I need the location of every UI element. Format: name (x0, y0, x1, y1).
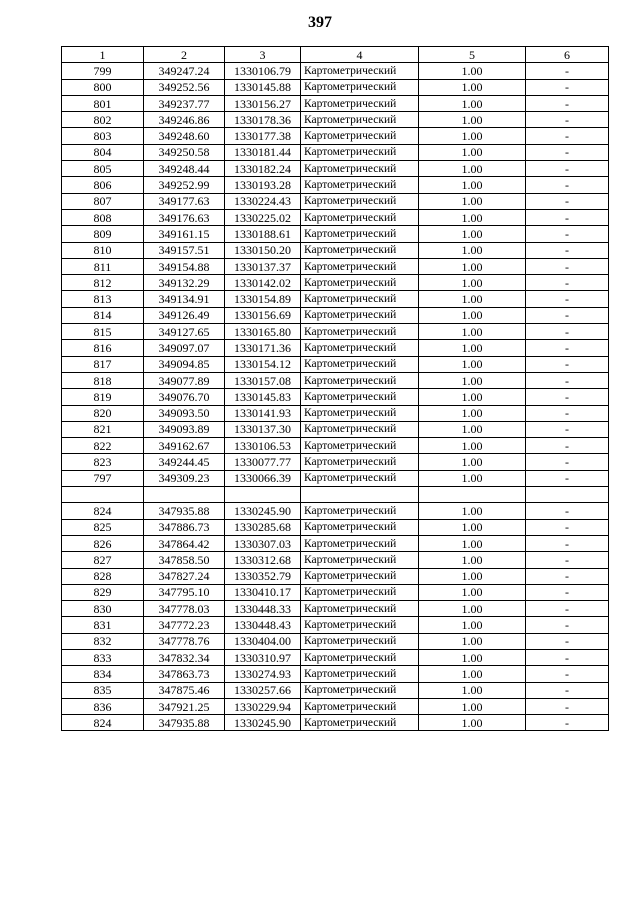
y-coordinate-cell: 1330165.80 (225, 324, 301, 340)
point-number-cell: 827 (62, 552, 144, 568)
point-number-cell: 819 (62, 389, 144, 405)
accuracy-cell: 1.00 (419, 356, 526, 372)
x-coordinate-cell: 349161.15 (144, 226, 225, 242)
table-row (62, 454, 609, 470)
note-cell: - (526, 161, 609, 177)
y-coordinate-cell: 1330224.43 (225, 193, 301, 209)
table-row (62, 617, 609, 633)
table-row (62, 95, 609, 111)
accuracy-cell: 1.00 (419, 649, 526, 665)
table-row (62, 177, 609, 193)
x-coordinate-cell: 347858.50 (144, 552, 225, 568)
method-cell: Картометрический (301, 79, 419, 95)
accuracy-cell: 1.00 (419, 698, 526, 714)
table-row (62, 128, 609, 144)
note-cell: - (526, 438, 609, 454)
accuracy-cell: 1.00 (419, 421, 526, 437)
y-coordinate-cell: 1330225.02 (225, 209, 301, 225)
method-cell: Картометрический (301, 503, 419, 519)
method-cell: Картометрический (301, 519, 419, 535)
note-cell: - (526, 63, 609, 79)
note-cell: - (526, 356, 609, 372)
point-number-cell: 826 (62, 535, 144, 551)
method-cell: Картометрический (301, 633, 419, 649)
method-cell: Картометрический (301, 617, 419, 633)
method-cell: Картометрический (301, 405, 419, 421)
point-number-cell: 831 (62, 617, 144, 633)
y-coordinate-cell: 1330274.93 (225, 666, 301, 682)
accuracy-cell: 1.00 (419, 242, 526, 258)
note-cell: - (526, 112, 609, 128)
note-cell: - (526, 568, 609, 584)
note-cell: - (526, 649, 609, 665)
accuracy-cell: 1.00 (419, 470, 526, 486)
x-coordinate-cell: 349176.63 (144, 209, 225, 225)
coordinates-table (61, 46, 609, 731)
method-cell: Картометрический (301, 568, 419, 584)
method-cell: Картометрический (301, 698, 419, 714)
accuracy-cell: 1.00 (419, 161, 526, 177)
x-coordinate-cell: 349126.49 (144, 307, 225, 323)
method-cell: Картометрический (301, 389, 419, 405)
y-coordinate-cell: 1330154.89 (225, 291, 301, 307)
y-coordinate-cell: 1330245.90 (225, 503, 301, 519)
column-header-1: 1 (62, 47, 144, 63)
point-number-cell: 801 (62, 95, 144, 111)
table-row (62, 552, 609, 568)
y-coordinate-cell: 1330181.44 (225, 144, 301, 160)
point-number-cell: 833 (62, 649, 144, 665)
table-row (62, 193, 609, 209)
x-coordinate-cell: 349309.23 (144, 470, 225, 486)
x-coordinate-cell: 349247.24 (144, 63, 225, 79)
accuracy-cell: 1.00 (419, 63, 526, 79)
x-coordinate-cell: 349132.29 (144, 275, 225, 291)
accuracy-cell: 1.00 (419, 144, 526, 160)
accuracy-cell: 1.00 (419, 307, 526, 323)
x-coordinate-cell: 347778.76 (144, 633, 225, 649)
table-row (62, 503, 609, 519)
method-cell: Картометрический (301, 95, 419, 111)
point-number-cell: 813 (62, 291, 144, 307)
point-number-cell: 823 (62, 454, 144, 470)
method-cell: Картометрический (301, 649, 419, 665)
column-header-6: 6 (526, 47, 609, 63)
y-coordinate-cell: 1330182.24 (225, 161, 301, 177)
note-cell: - (526, 470, 609, 486)
accuracy-cell: 1.00 (419, 389, 526, 405)
method-cell: Картометрический (301, 438, 419, 454)
method-cell: Картометрический (301, 291, 419, 307)
method-cell: Картометрический (301, 601, 419, 617)
point-number-cell: 806 (62, 177, 144, 193)
method-cell: Картометрический (301, 584, 419, 600)
y-coordinate-cell: 1330188.61 (225, 226, 301, 242)
x-coordinate-cell: 349093.89 (144, 421, 225, 437)
y-coordinate-cell: 1330404.00 (225, 633, 301, 649)
point-number-cell: 817 (62, 356, 144, 372)
point-number-cell: 810 (62, 242, 144, 258)
table-row (62, 161, 609, 177)
method-cell: Картометрический (301, 682, 419, 698)
x-coordinate-cell: 347935.88 (144, 715, 225, 731)
y-coordinate-cell: 1330307.03 (225, 535, 301, 551)
table-body (62, 63, 609, 731)
accuracy-cell: 1.00 (419, 666, 526, 682)
point-number-cell: 808 (62, 209, 144, 225)
method-cell: Картометрический (301, 226, 419, 242)
x-coordinate-cell: 347778.03 (144, 601, 225, 617)
method-cell: Картометрический (301, 715, 419, 731)
table-row (62, 470, 609, 486)
x-coordinate-cell: 349252.56 (144, 79, 225, 95)
y-coordinate-cell: 1330066.39 (225, 470, 301, 486)
table-row (62, 144, 609, 160)
y-coordinate-cell: 1330145.88 (225, 79, 301, 95)
note-cell: - (526, 584, 609, 600)
accuracy-cell: 1.00 (419, 112, 526, 128)
note-cell: - (526, 242, 609, 258)
method-cell: Картометрический (301, 324, 419, 340)
note-cell (526, 487, 609, 503)
table-row (62, 568, 609, 584)
note-cell: - (526, 258, 609, 274)
point-number-cell: 836 (62, 698, 144, 714)
method-cell (301, 487, 419, 503)
y-coordinate-cell (225, 487, 301, 503)
x-coordinate-cell: 349162.67 (144, 438, 225, 454)
method-cell: Картометрический (301, 340, 419, 356)
table-row (62, 79, 609, 95)
y-coordinate-cell: 1330141.93 (225, 405, 301, 421)
table-row (62, 649, 609, 665)
method-cell: Картометрический (301, 275, 419, 291)
y-coordinate-cell: 1330137.30 (225, 421, 301, 437)
table-row (62, 682, 609, 698)
y-coordinate-cell: 1330106.53 (225, 438, 301, 454)
point-number-cell: 802 (62, 112, 144, 128)
y-coordinate-cell: 1330150.20 (225, 242, 301, 258)
x-coordinate-cell: 349134.91 (144, 291, 225, 307)
table-row (62, 275, 609, 291)
accuracy-cell: 1.00 (419, 617, 526, 633)
note-cell: - (526, 324, 609, 340)
x-coordinate-cell: 347827.24 (144, 568, 225, 584)
accuracy-cell: 1.00 (419, 568, 526, 584)
table-row (62, 63, 609, 79)
method-cell: Картометрический (301, 112, 419, 128)
accuracy-cell: 1.00 (419, 372, 526, 388)
y-coordinate-cell: 1330352.79 (225, 568, 301, 584)
point-number-cell: 825 (62, 519, 144, 535)
table-header-row (62, 47, 609, 63)
x-coordinate-cell: 349097.07 (144, 340, 225, 356)
y-coordinate-cell: 1330193.28 (225, 177, 301, 193)
note-cell: - (526, 177, 609, 193)
table-row (62, 242, 609, 258)
point-number-cell: 815 (62, 324, 144, 340)
accuracy-cell: 1.00 (419, 340, 526, 356)
method-cell: Картометрический (301, 193, 419, 209)
point-number-cell: 803 (62, 128, 144, 144)
x-coordinate-cell: 349154.88 (144, 258, 225, 274)
point-number-cell: 820 (62, 405, 144, 421)
accuracy-cell: 1.00 (419, 682, 526, 698)
point-number-cell: 834 (62, 666, 144, 682)
x-coordinate-cell: 347935.88 (144, 503, 225, 519)
point-number-cell: 822 (62, 438, 144, 454)
method-cell: Картометрический (301, 209, 419, 225)
column-header-2: 2 (144, 47, 225, 63)
table-row (62, 209, 609, 225)
accuracy-cell: 1.00 (419, 519, 526, 535)
method-cell: Картометрический (301, 177, 419, 193)
x-coordinate-cell: 349157.51 (144, 242, 225, 258)
note-cell: - (526, 275, 609, 291)
x-coordinate-cell: 347864.42 (144, 535, 225, 551)
note-cell: - (526, 454, 609, 470)
x-coordinate-cell: 349077.89 (144, 372, 225, 388)
method-cell: Картометрический (301, 421, 419, 437)
method-cell: Картометрический (301, 535, 419, 551)
table-row (62, 324, 609, 340)
y-coordinate-cell: 1330157.08 (225, 372, 301, 388)
method-cell: Картометрический (301, 470, 419, 486)
note-cell: - (526, 715, 609, 731)
note-cell: - (526, 601, 609, 617)
method-cell: Картометрический (301, 552, 419, 568)
x-coordinate-cell: 347886.73 (144, 519, 225, 535)
x-coordinate-cell: 349250.58 (144, 144, 225, 160)
point-number-cell: 818 (62, 372, 144, 388)
y-coordinate-cell: 1330229.94 (225, 698, 301, 714)
point-number-cell: 799 (62, 63, 144, 79)
note-cell: - (526, 698, 609, 714)
table-row (62, 601, 609, 617)
point-number-cell: 807 (62, 193, 144, 209)
x-coordinate-cell: 349093.50 (144, 405, 225, 421)
note-cell: - (526, 226, 609, 242)
point-number-cell: 811 (62, 258, 144, 274)
table-row (62, 519, 609, 535)
accuracy-cell: 1.00 (419, 552, 526, 568)
x-coordinate-cell: 347772.23 (144, 617, 225, 633)
note-cell: - (526, 503, 609, 519)
method-cell: Картометрический (301, 356, 419, 372)
y-coordinate-cell: 1330312.68 (225, 552, 301, 568)
x-coordinate-cell: 349252.99 (144, 177, 225, 193)
note-cell: - (526, 633, 609, 649)
point-number-cell: 835 (62, 682, 144, 698)
x-coordinate-cell: 349248.44 (144, 161, 225, 177)
x-coordinate-cell: 349177.63 (144, 193, 225, 209)
note-cell: - (526, 144, 609, 160)
method-cell: Картометрический (301, 372, 419, 388)
note-cell: - (526, 405, 609, 421)
table-row (62, 487, 609, 503)
note-cell: - (526, 79, 609, 95)
note-cell: - (526, 682, 609, 698)
point-number-cell: 814 (62, 307, 144, 323)
note-cell: - (526, 372, 609, 388)
table-row (62, 226, 609, 242)
method-cell: Картометрический (301, 242, 419, 258)
column-header-3: 3 (225, 47, 301, 63)
table-row (62, 307, 609, 323)
note-cell: - (526, 340, 609, 356)
accuracy-cell: 1.00 (419, 438, 526, 454)
accuracy-cell: 1.00 (419, 633, 526, 649)
column-header-5: 5 (419, 47, 526, 63)
note-cell: - (526, 209, 609, 225)
accuracy-cell (419, 487, 526, 503)
y-coordinate-cell: 1330156.27 (225, 95, 301, 111)
point-number-cell: 828 (62, 568, 144, 584)
accuracy-cell: 1.00 (419, 324, 526, 340)
y-coordinate-cell: 1330257.66 (225, 682, 301, 698)
accuracy-cell: 1.00 (419, 275, 526, 291)
x-coordinate-cell: 347863.73 (144, 666, 225, 682)
y-coordinate-cell: 1330285.68 (225, 519, 301, 535)
y-coordinate-cell: 1330310.97 (225, 649, 301, 665)
point-number-cell (62, 487, 144, 503)
y-coordinate-cell: 1330106.79 (225, 63, 301, 79)
table-row (62, 715, 609, 731)
y-coordinate-cell: 1330142.02 (225, 275, 301, 291)
x-coordinate-cell: 349244.45 (144, 454, 225, 470)
table-row (62, 666, 609, 682)
table-row (62, 112, 609, 128)
note-cell: - (526, 535, 609, 551)
note-cell: - (526, 128, 609, 144)
point-number-cell: 830 (62, 601, 144, 617)
y-coordinate-cell: 1330177.38 (225, 128, 301, 144)
point-number-cell: 829 (62, 584, 144, 600)
y-coordinate-cell: 1330448.43 (225, 617, 301, 633)
note-cell: - (526, 617, 609, 633)
table-row (62, 584, 609, 600)
x-coordinate-cell: 347795.10 (144, 584, 225, 600)
x-coordinate-cell: 347875.46 (144, 682, 225, 698)
table-row (62, 535, 609, 551)
y-coordinate-cell: 1330154.12 (225, 356, 301, 372)
point-number-cell: 800 (62, 79, 144, 95)
point-number-cell: 805 (62, 161, 144, 177)
x-coordinate-cell: 349248.60 (144, 128, 225, 144)
y-coordinate-cell: 1330171.36 (225, 340, 301, 356)
table-row (62, 291, 609, 307)
note-cell: - (526, 95, 609, 111)
method-cell: Картометрический (301, 666, 419, 682)
point-number-cell: 832 (62, 633, 144, 649)
y-coordinate-cell: 1330448.33 (225, 601, 301, 617)
page-number: 397 (308, 14, 332, 31)
accuracy-cell: 1.00 (419, 503, 526, 519)
accuracy-cell: 1.00 (419, 193, 526, 209)
accuracy-cell: 1.00 (419, 535, 526, 551)
table-row (62, 356, 609, 372)
x-coordinate-cell: 347921.25 (144, 698, 225, 714)
accuracy-cell: 1.00 (419, 177, 526, 193)
y-coordinate-cell: 1330145.83 (225, 389, 301, 405)
accuracy-cell: 1.00 (419, 405, 526, 421)
method-cell: Картометрический (301, 63, 419, 79)
accuracy-cell: 1.00 (419, 79, 526, 95)
point-number-cell: 812 (62, 275, 144, 291)
point-number-cell: 804 (62, 144, 144, 160)
note-cell: - (526, 307, 609, 323)
accuracy-cell: 1.00 (419, 454, 526, 470)
point-number-cell: 824 (62, 715, 144, 731)
accuracy-cell: 1.00 (419, 584, 526, 600)
point-number-cell: 809 (62, 226, 144, 242)
table-row (62, 405, 609, 421)
x-coordinate-cell: 347832.34 (144, 649, 225, 665)
accuracy-cell: 1.00 (419, 291, 526, 307)
accuracy-cell: 1.00 (419, 258, 526, 274)
x-coordinate-cell: 349127.65 (144, 324, 225, 340)
method-cell: Картометрический (301, 307, 419, 323)
y-coordinate-cell: 1330077.77 (225, 454, 301, 470)
point-number-cell: 797 (62, 470, 144, 486)
point-number-cell: 816 (62, 340, 144, 356)
table-row (62, 633, 609, 649)
accuracy-cell: 1.00 (419, 601, 526, 617)
point-number-cell: 824 (62, 503, 144, 519)
x-coordinate-cell: 349246.86 (144, 112, 225, 128)
table-row (62, 340, 609, 356)
note-cell: - (526, 193, 609, 209)
accuracy-cell: 1.00 (419, 209, 526, 225)
note-cell: - (526, 291, 609, 307)
table-row (62, 372, 609, 388)
y-coordinate-cell: 1330137.37 (225, 258, 301, 274)
y-coordinate-cell: 1330245.90 (225, 715, 301, 731)
note-cell: - (526, 421, 609, 437)
method-cell: Картометрический (301, 128, 419, 144)
accuracy-cell: 1.00 (419, 715, 526, 731)
accuracy-cell: 1.00 (419, 95, 526, 111)
table-row (62, 421, 609, 437)
table-row (62, 698, 609, 714)
note-cell: - (526, 552, 609, 568)
note-cell: - (526, 519, 609, 535)
x-coordinate-cell: 349076.70 (144, 389, 225, 405)
x-coordinate-cell: 349094.85 (144, 356, 225, 372)
note-cell: - (526, 666, 609, 682)
y-coordinate-cell: 1330156.69 (225, 307, 301, 323)
table-row (62, 438, 609, 454)
x-coordinate-cell (144, 487, 225, 503)
x-coordinate-cell: 349237.77 (144, 95, 225, 111)
method-cell: Картометрический (301, 144, 419, 160)
accuracy-cell: 1.00 (419, 128, 526, 144)
accuracy-cell: 1.00 (419, 226, 526, 242)
table-row (62, 389, 609, 405)
method-cell: Картометрический (301, 258, 419, 274)
note-cell: - (526, 389, 609, 405)
method-cell: Картометрический (301, 454, 419, 470)
table-row (62, 258, 609, 274)
point-number-cell: 821 (62, 421, 144, 437)
column-header-4: 4 (301, 47, 419, 63)
y-coordinate-cell: 1330410.17 (225, 584, 301, 600)
y-coordinate-cell: 1330178.36 (225, 112, 301, 128)
method-cell: Картометрический (301, 161, 419, 177)
